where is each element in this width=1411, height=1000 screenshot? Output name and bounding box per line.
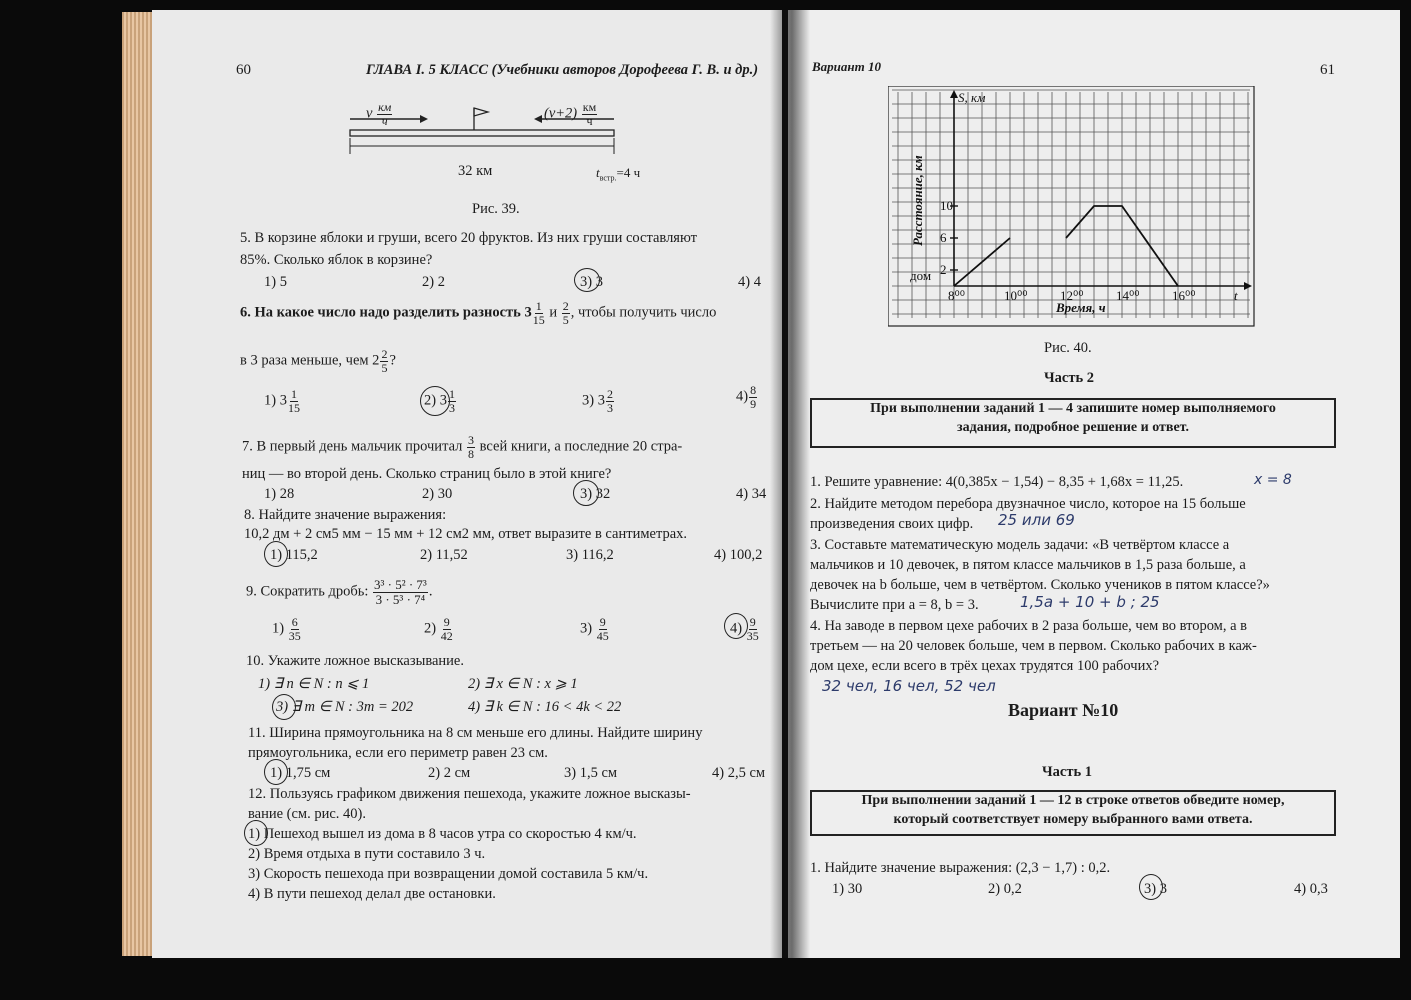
q7-text-1: 7. В первый день мальчик прочитал $\frac{3}{8}$ всей книги, а последние 20 стра- (242, 433, 683, 461)
q6-answer-circle (420, 386, 450, 416)
q5-answer-circle (574, 268, 600, 292)
q7-text-2: ниц — во второй день. Сколько страниц было в этой книге? (242, 466, 612, 482)
q9-option-3[interactable]: 3) $\frac{9}{45}$ (580, 615, 609, 643)
q5-text-1: 5. В корзине яблоки и груши, всего 20 фруктов. Из них груши составляют (240, 230, 697, 246)
x-tick-label: 12⁰⁰ (1060, 288, 1084, 303)
q10-option-1[interactable]: 1) ∃ n ∈ N : n ⩽ 1 (258, 676, 370, 692)
q12-option-2[interactable]: 2) Время отдыха в пути составило 3 ч. (248, 846, 486, 862)
q11-option-4[interactable]: 4) 2,5 см (712, 765, 766, 781)
q11-answer-circle (264, 759, 288, 785)
q7-option-3[interactable]: 3) 32 (580, 486, 611, 502)
x-tick-label: 14⁰⁰ (1116, 288, 1140, 303)
q6-option-4[interactable]: 4) $\frac{8}{9}$ (736, 383, 757, 411)
q8-option-2[interactable]: 2) 11,52 (420, 547, 468, 563)
q8-answer-circle (264, 541, 288, 567)
part2-title: Часть 2 (1044, 370, 1094, 386)
q6-option-1[interactable]: 1) 3 $\frac{1}{15}$ (264, 387, 300, 415)
fig39-arrow-left (534, 115, 542, 123)
q9-option-1[interactable]: 1) $\frac{6}{35}$ (272, 615, 301, 643)
q8-option-3[interactable]: 3) 116,2 (566, 547, 614, 563)
p1-q1-text: 1. Найдите значение выражения: (2,3 − 1,7) : 0,2. (810, 860, 1111, 876)
p2-task-4-line-3: дом цехе, если всего в трёх цехах трудятся 100 рабочих? (810, 658, 1160, 674)
part2-instruction-line-1: При выполнении заданий 1 — 4 запишите номер выполняемого (870, 401, 1276, 416)
book-spine (770, 10, 810, 958)
variant-header: Вариант 10 (812, 59, 881, 74)
p2-task-3-line-2: мальчиков и 10 девочек, в пятом классе мальчиков в 1,5 раза больше, а (810, 557, 1246, 573)
p2-task-3-line-4: Вычислите при a = 8, b = 3. (810, 597, 979, 613)
book-page-edges (122, 12, 156, 956)
q5-option-2[interactable]: 2) 2 (422, 274, 445, 290)
q12-option-4[interactable]: 4) В пути пешеход делал две остановки. (248, 886, 496, 902)
q5-option-4[interactable]: 4) 4 (738, 274, 761, 290)
figure-40-chart (888, 86, 1256, 330)
home-label: дом (910, 268, 932, 283)
y-axis-unit-label: S, км (958, 90, 986, 105)
fig40-caption: Рис. 40. (1044, 340, 1092, 356)
x-tick-label: 8⁰⁰ (948, 288, 965, 303)
handwritten-answer-1: x = 8 (1254, 472, 1292, 488)
fig39-meeting-time: $t_{встр.}=4$ ч (596, 165, 641, 183)
q6-text-2: в 3 раза меньше, чем 2 $\frac{2}{5}$ ? (240, 347, 396, 375)
y-axis-title: Расстояние, км (910, 155, 925, 246)
right-page (788, 10, 1400, 958)
q10-answer-circle (272, 694, 296, 720)
part1-title: Часть 1 (1042, 764, 1092, 780)
q7-answer-circle (573, 480, 599, 506)
part1-instruction-box (810, 790, 1336, 836)
q8-option-4[interactable]: 4) 100,2 (714, 547, 763, 563)
fig39-distance: 32 км (458, 163, 493, 179)
q11-option-1[interactable]: 1) 1,75 см (270, 765, 331, 781)
q6-text-1: 6. На какое число надо разделить разность 3 $\frac{1}{15}$ и $\frac{2}{5}$ , чтобы получить число (240, 299, 717, 327)
q8-text-2: 10,2 дм + 2 см5 мм − 15 мм + 12 см2 мм, ответ выразите в сантиметрах. (244, 526, 688, 542)
y-tick-label: 2 (940, 262, 947, 277)
q11-option-2[interactable]: 2) 2 см (428, 765, 471, 781)
x-axis-unit-label: t (1234, 288, 1238, 303)
x-tick-label: 16⁰⁰ (1172, 288, 1196, 303)
p1-q1-option-2[interactable]: 2) 0,2 (988, 881, 1022, 897)
p1-q1-option-3[interactable]: 3) 3 (1144, 881, 1167, 897)
q9-answer-circle (724, 613, 748, 639)
q7-option-4[interactable]: 4) 34 (736, 486, 767, 502)
y-tick-label: 6 (940, 230, 947, 245)
q12-text-1: 12. Пользуясь графиком движения пешехода, укажите ложное высказы- (248, 786, 691, 802)
p2-task-4-line-2: третьем — на 20 человек больше, чем в первом. Сколько рабочих в каж- (810, 638, 1257, 654)
q12-option-1[interactable]: 1) Пешеход вышел из дома в 8 часов утра со скоростью 4 км/ч. (248, 826, 637, 842)
q10-option-2[interactable]: 2) ∃ x ∈ N : x ⩾ 1 (468, 676, 578, 692)
fig39-caption: Рис. 39. (472, 201, 520, 217)
p2-task-2-line-2: произведения своих цифр. (810, 516, 974, 532)
q10-option-4[interactable]: 4) ∃ k ∈ N : 16 < 4k < 22 (468, 699, 622, 715)
p2-task-3-line-1: 3. Составьте математическую модель задачи: «В четвёртом классе a (810, 537, 1230, 553)
left-page (152, 10, 782, 958)
q11-text-1: 11. Ширина прямоугольника на 8 см меньше его длины. Найдите ширину (248, 725, 703, 741)
x-axis-title: Время, ч (1056, 300, 1106, 315)
page-number-right: 61 (1320, 62, 1335, 78)
p2-task-1: 1. Решите уравнение: 4(0,385x − 1,54) − 8,35 + 1,68x = 11,25. (810, 474, 1184, 490)
p2-task-2-line-1: 2. Найдите методом перебора двузначное число, которое на 15 больше (810, 496, 1246, 512)
q7-option-1[interactable]: 1) 28 (264, 486, 295, 502)
p2-task-3-line-3: девочек на b больше, чем в четвёртом. Сколько учеников в пятом классе?» (810, 577, 1270, 593)
q8-text-1: 8. Найдите значение выражения: (244, 507, 447, 523)
fig39-v-label: v $\frac{км}{ч}$ (366, 100, 392, 128)
q10-option-3[interactable]: 3) ∃ m ∈ N : 3m = 202 (276, 699, 414, 715)
q5-option-1[interactable]: 1) 5 (264, 274, 287, 290)
q5-option-3[interactable]: 3) 3 (580, 274, 603, 290)
handwritten-answer-2: 25 или 69 (998, 511, 1075, 529)
part2-instruction-line-2: задания, подробное решение и ответ. (957, 419, 1189, 435)
handwritten-answer-4: 32 чел, 16 чел, 52 чел (822, 677, 996, 695)
q12-text-2: вание (см. рис. 40). (248, 806, 367, 822)
fig39-road (350, 130, 614, 136)
q6-option-2[interactable]: 2) 3 $\frac{1}{3}$ (424, 387, 455, 415)
q11-text-2: прямоугольника, если его периметр равен 23 см. (248, 745, 548, 761)
q9-text: 9. Сократить дробь: $\frac{\text{3³ · 5² · 7³}}{\text{3 · 5³ · 7⁴}}$ . (246, 577, 433, 607)
p2-task-4-line-1: 4. На заводе в первом цехе рабочих в 2 раза больше, чем во втором, а в (810, 618, 1248, 634)
p1-q1-option-4[interactable]: 4) 0,3 (1294, 881, 1328, 897)
q9-option-2[interactable]: 2) $\frac{9}{42}$ (424, 615, 453, 643)
flag-icon (474, 108, 488, 116)
p1-q1-answer-circle (1139, 874, 1163, 900)
chart-axes (950, 90, 1252, 290)
q7-option-2[interactable]: 2) 30 (422, 486, 453, 502)
y-tick-label: 10 (940, 198, 953, 213)
q11-option-3[interactable]: 3) 1,5 см (564, 765, 618, 781)
q12-option-3[interactable]: 3) Скорость пешехода при возвращении домой составила 5 км/ч. (248, 866, 649, 882)
page-number-left: 60 (236, 62, 251, 78)
part2-instruction-box (810, 398, 1336, 448)
p1-q1-option-1[interactable]: 1) 30 (832, 881, 863, 897)
handwritten-answer-3: 1,5a + 10 + b ; 25 (1020, 593, 1160, 611)
y-axis-arrow-icon (950, 90, 958, 98)
fig39-v2-label: (v+2) $\frac{км}{ч}$ (544, 100, 597, 128)
q9-option-4[interactable]: 4) $\frac{9}{35}$ (730, 615, 759, 643)
q8-option-1[interactable]: 1) 115,2 (270, 547, 318, 563)
part1-instruction-line-2: который соответствует номеру выбранного вами ответа. (893, 811, 1253, 827)
q5-text-2: 85%. Сколько яблок в корзине? (240, 252, 433, 268)
part1-instruction-line-1: При выполнении заданий 1 — 12 в строке ответов обведите номер, (861, 793, 1285, 808)
chapter-header: ГЛАВА I. 5 КЛАСС (Учебники авторов Дорофеева Г. В. и др.) (366, 62, 759, 78)
q10-text: 10. Укажите ложное высказывание. (246, 653, 464, 669)
q12-answer-circle (244, 820, 268, 846)
q6-option-3[interactable]: 3) 3 $\frac{2}{3}$ (582, 387, 613, 415)
x-tick-label: 10⁰⁰ (1004, 288, 1028, 303)
variant-title: Вариант №10 (1008, 700, 1119, 720)
